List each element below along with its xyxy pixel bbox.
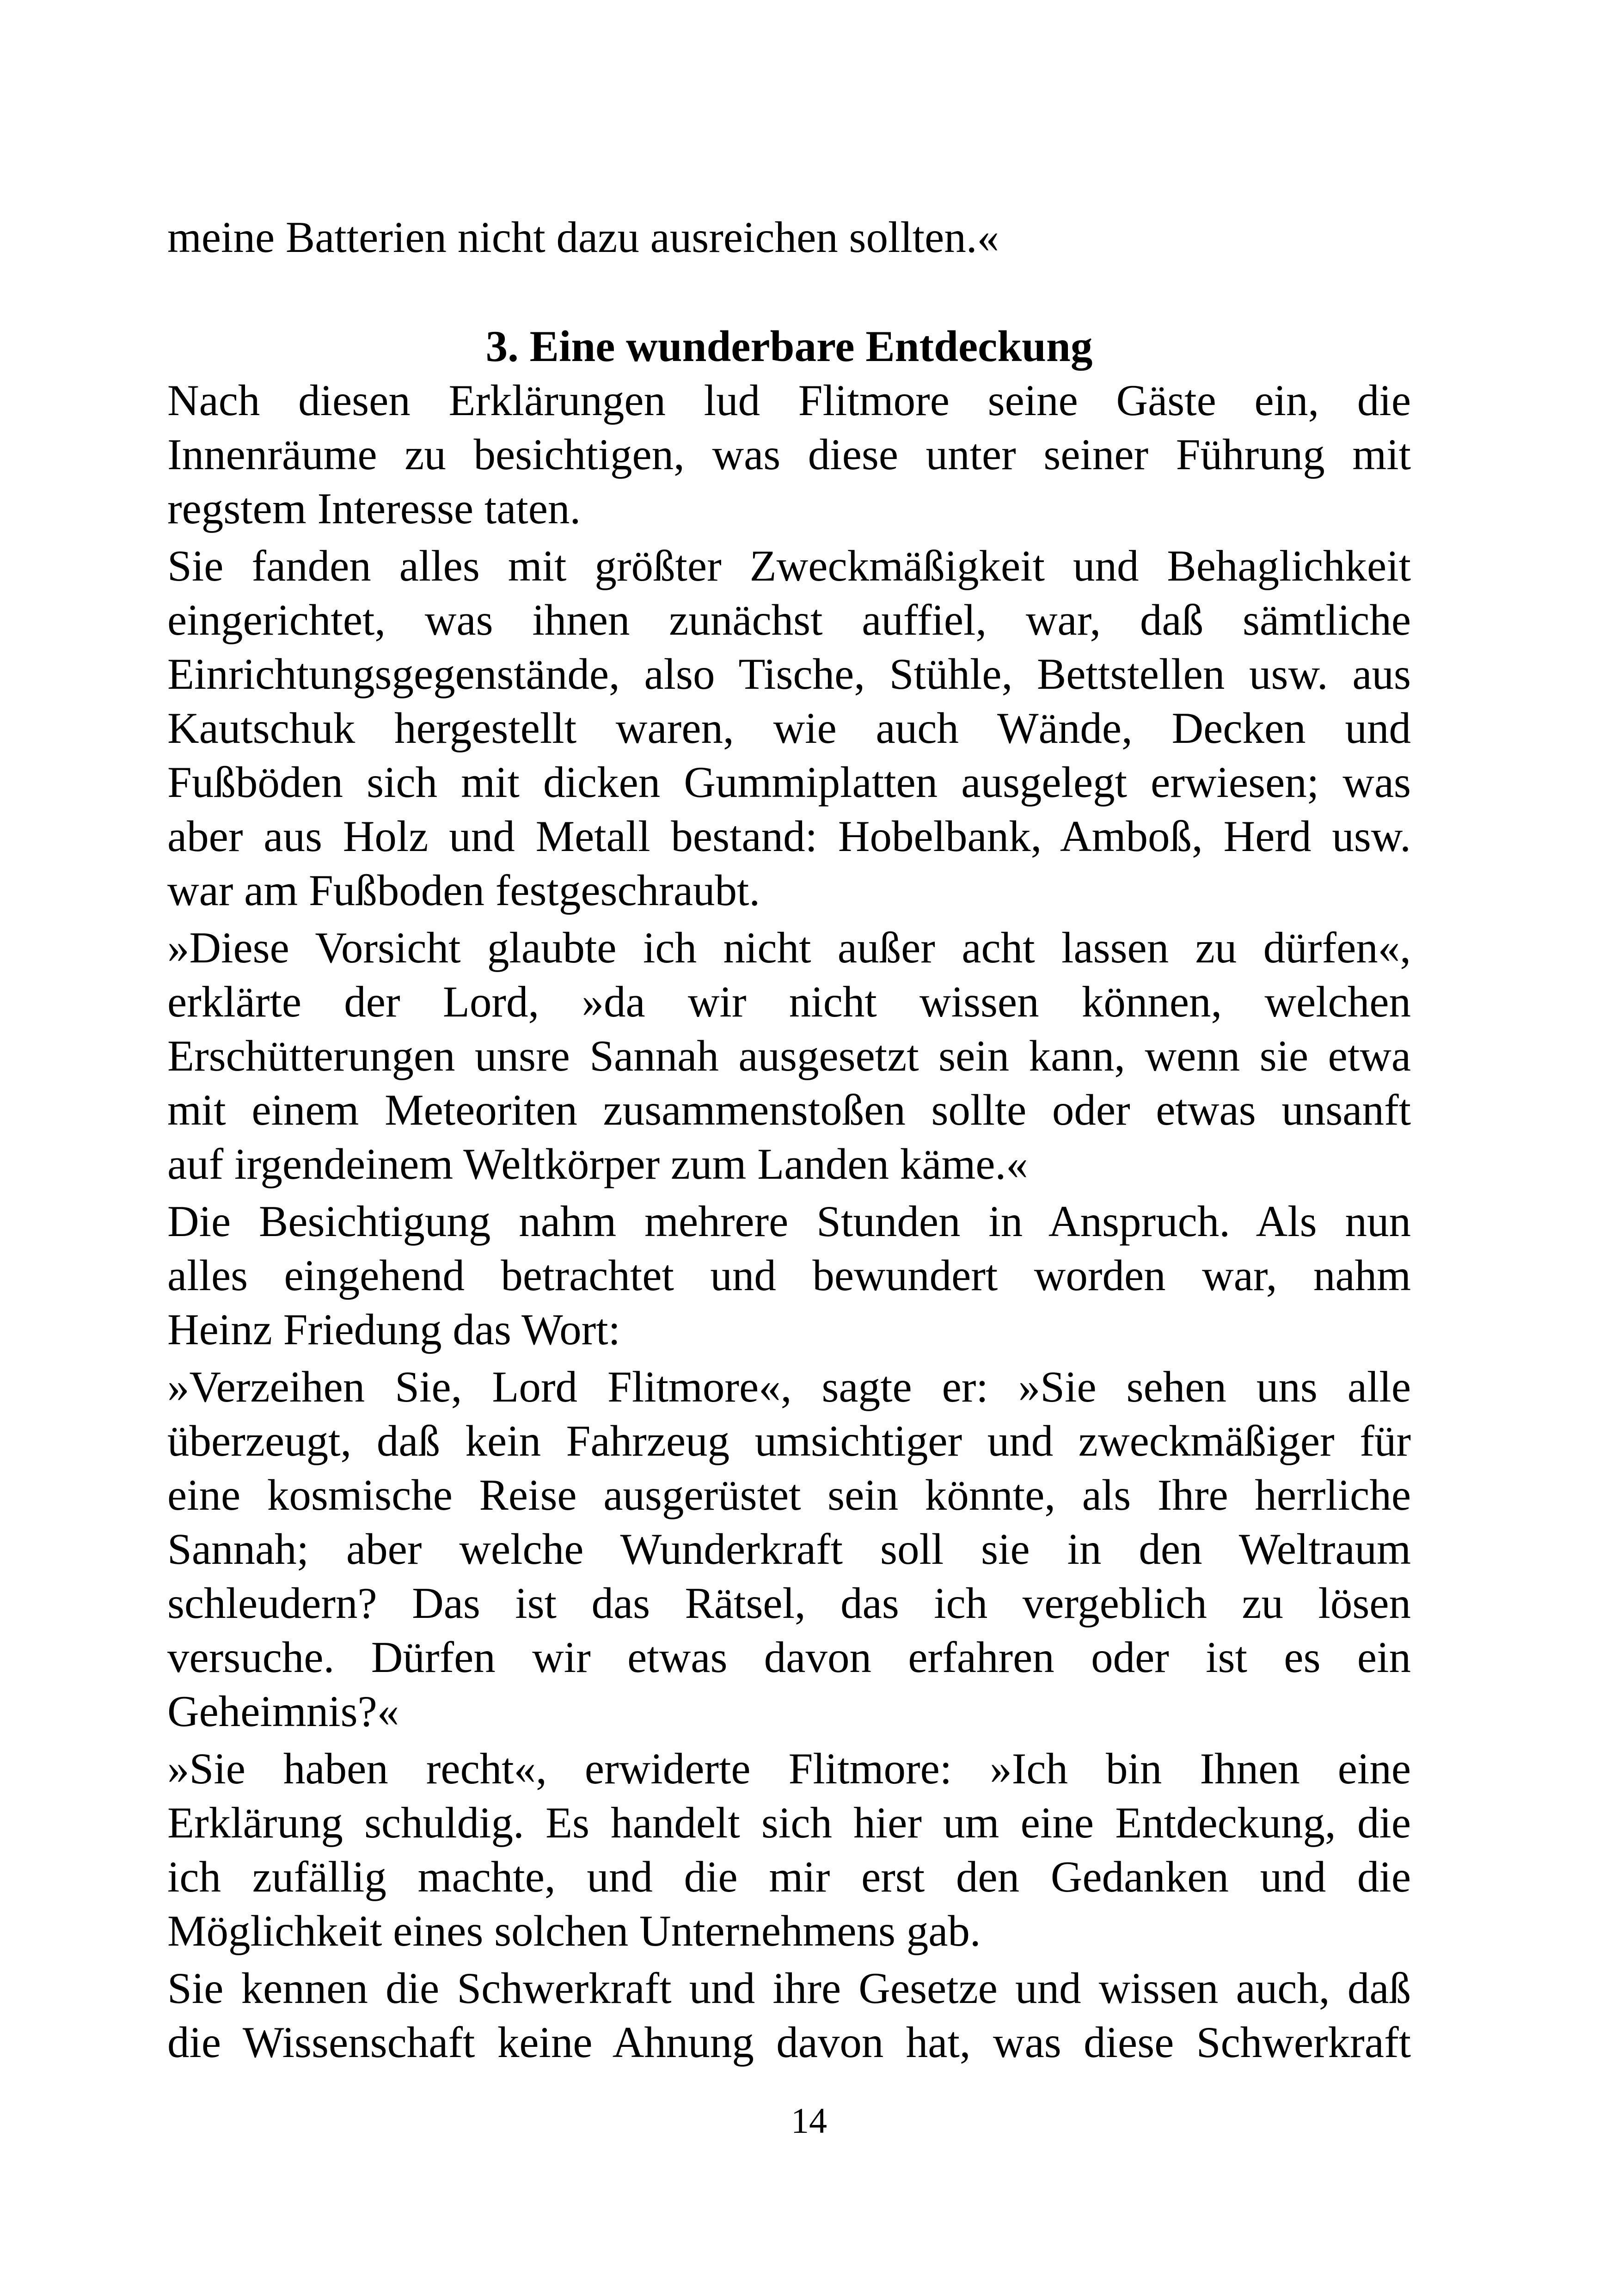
chapter-heading: 3. Eine wunderbare Entdeckung [485, 322, 1093, 371]
paragraph-line: Fußböden sich mit dicken Gummiplatten ausgelegt erwiesen; was [167, 758, 1411, 807]
book-page-body [167, 210, 1411, 2069]
paragraph-6 [167, 1742, 1411, 1958]
paragraph-line: Nach diesen Erklärungen lud Flitmore seine Gäste ein, die [167, 376, 1411, 425]
paragraph-line: Erklärung schuldig. Es handelt sich hier um eine Entdeckung, die [167, 1798, 1411, 1847]
paragraph-line: Sie kennen die Schwerkraft und ihre Gesetze und wissen auch, daß [167, 1964, 1411, 2013]
paragraph-1 [167, 373, 1411, 536]
paragraph-line: Geheimnis?« [167, 1687, 399, 1736]
paragraph-line: die Wissenschaft keine Ahnung davon hat, was diese Schwerkraft [167, 2018, 1411, 2067]
paragraph-line: ich zufällig machte, und die mir erst den Gedanken und die [167, 1852, 1411, 1901]
paragraph-3 [167, 921, 1411, 1191]
page-number: 14 [791, 2100, 827, 2141]
paragraph-line: Möglichkeit eines solchen Unternehmens gab. [167, 1906, 981, 1955]
paragraph-4 [167, 1194, 1411, 1357]
paragraph-line: eine kosmische Reise ausgerüstet sein könnte, als Ihre herrliche [167, 1470, 1411, 1519]
paragraph-line: Heinz Friedung das Wort: [167, 1305, 621, 1354]
paragraph-line: »Diese Vorsicht glaubte ich nicht außer acht lassen zu dürfen«, [167, 923, 1411, 972]
paragraph-2 [167, 539, 1411, 918]
paragraph-line: schleudern? Das ist das Rätsel, das ich vergeblich zu lösen [167, 1579, 1411, 1628]
paragraph-line: Sie fanden alles mit größter Zweckmäßigkeit und Behaglichkeit [167, 541, 1411, 590]
paragraph-line: alles eingehend betrachtet und bewundert worden war, nahm [167, 1251, 1411, 1300]
paragraph-line: »Verzeihen Sie, Lord Flitmore«, sagte er: »Sie sehen uns alle [167, 1362, 1411, 1411]
paragraph-line: Einrichtungsgegenstände, also Tische, Stühle, Bettstellen usw. aus [167, 649, 1411, 698]
paragraph-line: aber aus Holz und Metall bestand: Hobelbank, Amboß, Herd usw. [167, 812, 1411, 861]
paragraph-line: eingerichtet, was ihnen zunächst auffiel, war, daß sämtliche [167, 595, 1411, 644]
paragraph-line: mit einem Meteoriten zusammenstoßen sollte oder etwas unsanft [167, 1085, 1411, 1134]
paragraph-line: Erschütterungen unsre Sannah ausgesetzt sein kann, wenn sie etwa [167, 1031, 1411, 1080]
paragraph-5 [167, 1360, 1411, 1739]
paragraph-line: Innenräume zu besichtigen, was diese unter seiner Führung mit [167, 430, 1411, 479]
paragraph-line: versuche. Dürfen wir etwas davon erfahren oder ist es ein [167, 1633, 1411, 1682]
paragraph-line: erklärte der Lord, »da wir nicht wissen können, welchen [167, 977, 1411, 1026]
paragraph-line: Kautschuk hergestellt waren, wie auch Wände, Decken und [167, 704, 1411, 753]
paragraph-line: war am Fußboden festgeschraubt. [167, 866, 760, 915]
paragraph-line: regstem Interesse taten. [167, 484, 581, 533]
paragraph-7 [167, 1961, 1411, 2069]
paragraph-line: Die Besichtigung nahm mehrere Stunden in Anspruch. Als nun [167, 1197, 1411, 1246]
paragraph-line: Sannah; aber welche Wunderkraft soll sie in den Weltraum [167, 1525, 1411, 1574]
paragraph-line: »Sie haben recht«, erwiderte Flitmore: »Ich bin Ihnen eine [167, 1744, 1411, 1793]
opening-line: meine Batterien nicht dazu ausreichen sollten.« [167, 213, 999, 262]
paragraph-line: auf irgendeinem Weltkörper zum Landen käme.« [167, 1139, 1028, 1188]
paragraph-line: überzeugt, daß kein Fahrzeug umsichtiger und zweckmäßiger für [167, 1416, 1411, 1465]
